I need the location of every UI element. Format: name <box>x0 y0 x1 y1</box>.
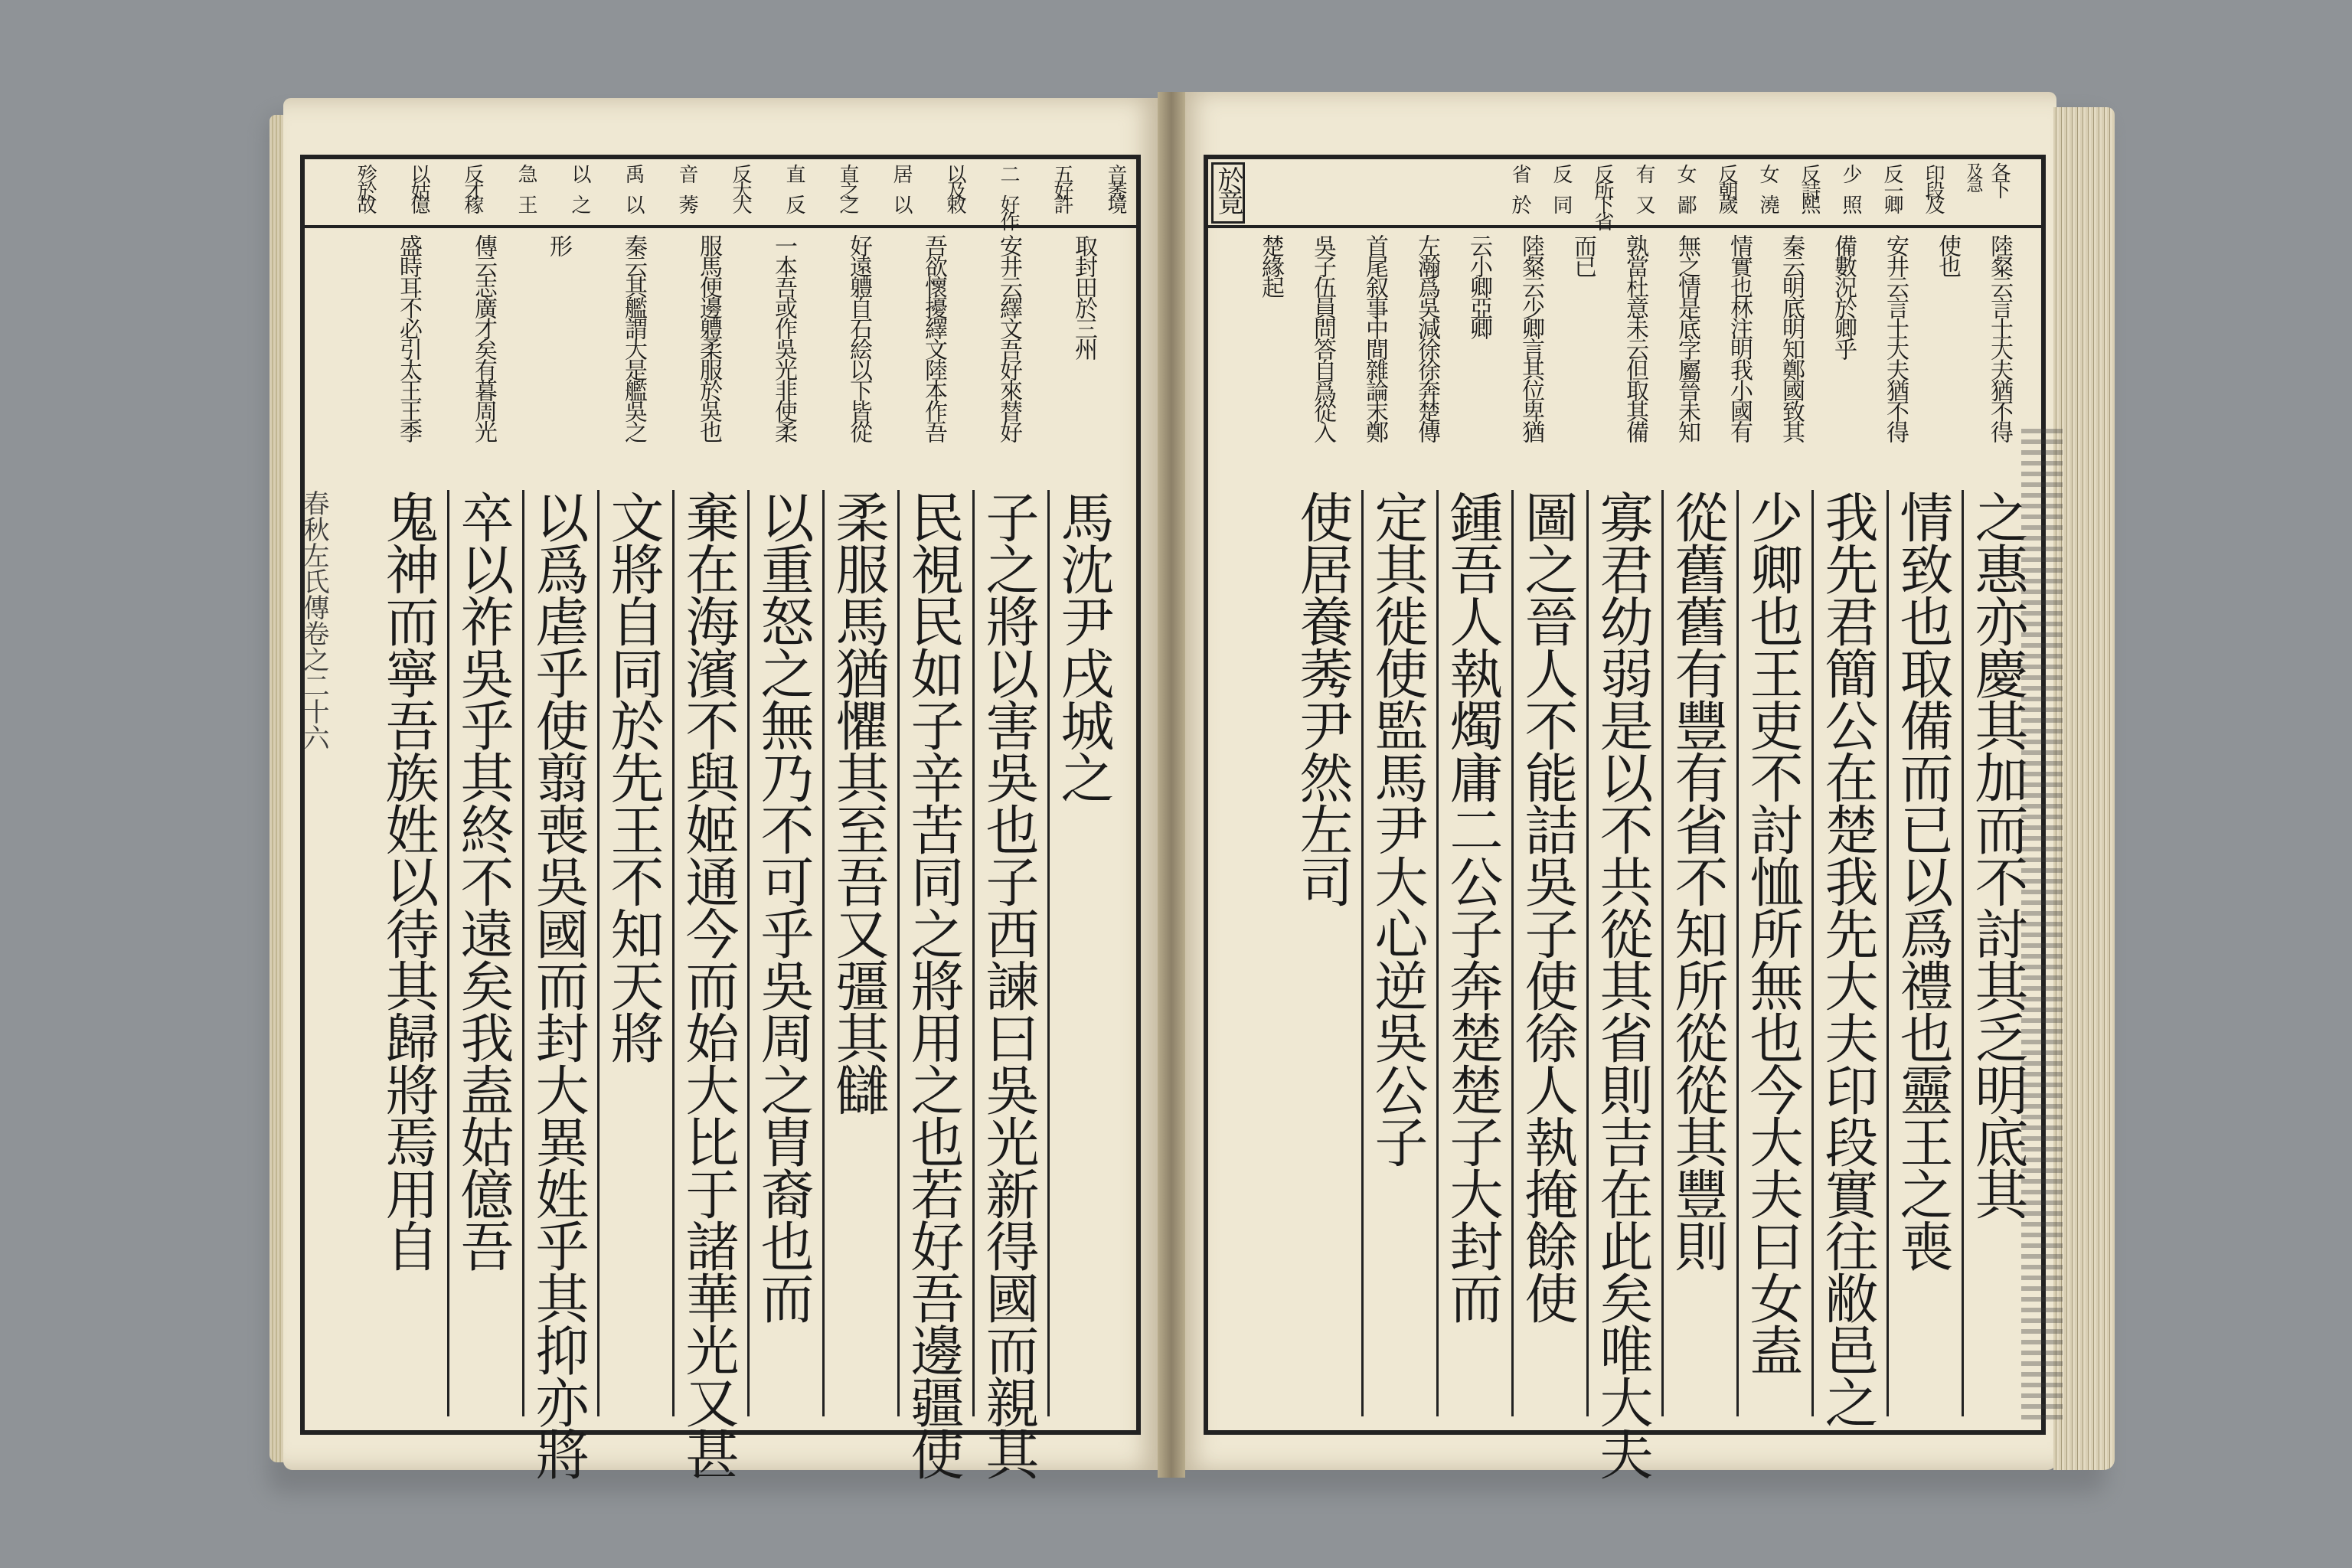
right-main-col-9: 使居養莠尹然左司 <box>1291 490 1354 906</box>
left-header-col-12: 反才 <box>461 164 484 198</box>
right-page-edges <box>2053 107 2115 1470</box>
right-main-col-rule-5 <box>1586 490 1589 1416</box>
left-header-col-9: 禹 <box>622 164 645 181</box>
left-main-col-rule-5 <box>672 490 675 1416</box>
left-header-sub-11: 王 <box>514 194 537 211</box>
right-header-sub-4: 澆 <box>1756 194 1779 211</box>
left-main-col-0: 馬沈尹戌城之 <box>1052 490 1115 802</box>
right-header-sub-3: 熙 <box>1798 194 1821 211</box>
right-header-col-2: 少 <box>1839 164 1862 181</box>
right-header-sub-7: 又 <box>1632 194 1655 211</box>
right-main-col-3: 少卿也王吏不討恤所無也今大夫曰女盍 <box>1741 490 1804 1375</box>
left-main-col-3: 柔服馬猶懼其至吾又彊其讎 <box>827 490 890 1115</box>
left-note-col-8: 傳云志廣才矣有暮周光 <box>470 234 497 441</box>
left-header-col-8: 音 <box>675 164 698 181</box>
left-header-sub-12: 稼 <box>461 194 484 211</box>
left-main-col-8: 卒以祚吳乎其終不遠矣我盍姑億吾 <box>452 490 514 1271</box>
left-header-col-11: 急 <box>514 164 537 181</box>
right-header-col-0: 印段 <box>1922 164 1945 198</box>
right-note-col-0: 陸粲云言士大夫猶不得 <box>1986 234 2013 441</box>
right-main-col-5: 寡君幼弱是以不共從其省則吉在此矣唯大夫 <box>1591 490 1654 1479</box>
left-main-col-rule-8 <box>447 490 449 1416</box>
left-main-col-4: 以重怒之無乃不可乎吳周之胄裔也而 <box>752 490 815 1323</box>
right-main-col-4: 從舊舊有豐有省不知所從從其豐則 <box>1666 490 1729 1271</box>
left-header-sub-7: 大 <box>729 194 752 211</box>
left-fold-title: 春秋左氏傳卷之二十六 <box>299 490 329 750</box>
right-note-col-7: 孰當杜意未云但取其備 <box>1622 234 1648 441</box>
left-main-col-rule-4 <box>747 490 750 1416</box>
left-main-col-5: 棄在海濱不與姬通今而始大比于諸華光又甚 <box>677 490 740 1479</box>
left-note-col-5: 服馬便邊軆柔服於吳也 <box>695 234 722 441</box>
left-header-sub-13: 億 <box>407 194 430 211</box>
book-gutter <box>1158 92 1185 1478</box>
right-note-col-4: 秦云明底明知鄭國致其 <box>1778 234 1805 441</box>
right-header-sub-8: 下省 <box>1591 194 1614 228</box>
right-main-col-rule-1 <box>1886 490 1889 1416</box>
left-main-col-7: 以爲虐乎使翦喪吳國而封大異姓乎其抑亦將 <box>527 490 590 1479</box>
right-header-sub-6: 鄙 <box>1674 194 1697 211</box>
left-main-col-rule-6 <box>597 490 599 1416</box>
right-header-sub-9: 同 <box>1550 194 1573 211</box>
top-right-box-label: 各下 <box>1988 162 2011 196</box>
right-note-col-5: 情實也林注明我小國有 <box>1726 234 1753 441</box>
right-note-col-14: 楚緣起 <box>1257 234 1284 296</box>
left-header-col-2: 二 <box>997 164 1020 181</box>
left-header-col-14: 殄於 <box>354 164 377 198</box>
right-header-col-3: 反詩 <box>1798 164 1821 198</box>
left-main-col-1: 子之將以害吳也子西諫曰吳光新得國而親其 <box>977 490 1040 1479</box>
left-header-sub-9: 以 <box>622 194 645 211</box>
right-main-col-0: 之惠亦慶其加而不討其乏明底其 <box>1966 490 2029 1219</box>
left-header-sub-2: 好作 <box>997 194 1020 228</box>
right-header-col-9: 反 <box>1550 164 1573 181</box>
right-header-sub-0: 及 <box>1922 194 1945 211</box>
left-header-col-0: 音莠 <box>1104 164 1127 198</box>
left-note-col-3: 好遠軆自石絵以下皆從 <box>845 234 872 441</box>
left-note-col-0: 取封田於三州 <box>1070 234 1097 358</box>
left-header-sub-1: 許 <box>1050 194 1073 211</box>
right-main-col-2: 我先君簡公在楚我先大夫印段實往敝邑之 <box>1816 490 1879 1427</box>
left-header-col-10: 以 <box>568 164 591 181</box>
right-note-col-1: 使也 <box>1934 234 1961 276</box>
right-header-sub-5: 歲 <box>1715 194 1738 211</box>
right-main-col-rule-0 <box>1962 490 1964 1416</box>
left-header-sub-0: 境 <box>1104 194 1127 211</box>
left-main-col-2: 民視民如子辛苦同之將用之也若好吾邊疆使 <box>902 490 965 1479</box>
right-note-col-12: 首尾叙事中間雜論末鄭 <box>1361 234 1388 441</box>
left-main-col-rule-1 <box>972 490 975 1416</box>
right-header-col-8: 反所 <box>1591 164 1614 198</box>
right-main-col-rule-8 <box>1361 490 1364 1416</box>
left-header-sub-4: 以 <box>890 194 913 211</box>
left-note-col-6: 秦云其艦謂大是艦吳之 <box>620 234 647 441</box>
left-note-col-9: 盛時耳不必引太王王季 <box>395 234 422 441</box>
left-header-sub-5: 之 <box>836 194 859 211</box>
right-header-sub-1: 卿 <box>1880 194 1903 211</box>
right-main-col-1: 情致也取備而已以爲禮也靈王之喪 <box>1891 490 1954 1271</box>
right-header-col-1: 反一 <box>1880 164 1903 198</box>
corner-box-label: 於竟 <box>1211 162 1245 224</box>
left-header-sub-6: 反 <box>782 194 805 211</box>
left-header-sub-8: 莠 <box>675 194 698 211</box>
right-note-col-10: 云小卿亞卿 <box>1465 234 1492 338</box>
left-main-col-rule-0 <box>1047 490 1050 1416</box>
right-fold-strip <box>2021 429 2063 1424</box>
right-note-col-2: 安井云言士大夫猶不得 <box>1882 234 1909 441</box>
left-main-col-rule-3 <box>822 490 825 1416</box>
right-note-col-3: 備數況於卿乎 <box>1830 234 1857 358</box>
right-header-band <box>1204 155 2041 228</box>
right-main-col-rule-6 <box>1511 490 1514 1416</box>
right-main-col-rule-3 <box>1736 490 1739 1416</box>
right-header-col-7: 有 <box>1632 164 1655 181</box>
left-note-col-7: 形 <box>545 234 572 255</box>
left-header-col-3: 以及 <box>943 164 966 198</box>
right-header-col-5: 反朝 <box>1715 164 1738 198</box>
right-note-col-9: 陸粲云少卿言其位卑猶 <box>1517 234 1544 441</box>
right-main-col-rule-2 <box>1811 490 1814 1416</box>
left-header-sub-10: 之 <box>568 194 591 211</box>
right-main-col-8: 定其徙使監馬尹大心逆吳公子 <box>1366 490 1429 1167</box>
left-main-col-rule-7 <box>522 490 524 1416</box>
left-header-col-4: 居 <box>890 164 913 181</box>
right-main-col-7: 鍾吾人執燭庸二公子奔楚楚子大封而 <box>1441 490 1504 1323</box>
left-note-col-2: 吾欲懷擾繹文陸本作吾 <box>920 234 947 441</box>
right-note-col-13: 吳子伍員問答自爲從入 <box>1309 234 1336 441</box>
left-main-col-9: 鬼神而寧吾族姓以待其歸將焉用自 <box>377 490 439 1271</box>
right-note-col-6: 無之情是底字屬晉未知 <box>1674 234 1700 441</box>
top-right-box-sub: 及急 <box>1964 162 1983 190</box>
right-main-col-rule-4 <box>1661 490 1664 1416</box>
left-main-col-rule-2 <box>897 490 900 1416</box>
right-header-col-6: 女 <box>1674 164 1697 181</box>
right-main-col-rule-7 <box>1436 490 1439 1416</box>
left-header-sub-14: 故 <box>354 194 377 211</box>
right-main-col-6: 圖之晉人不能詰吳子使徐人執掩餘使 <box>1516 490 1579 1323</box>
left-header-col-7: 反大 <box>729 164 752 198</box>
right-note-col-11: 左瀚爲吳減徐徐奔楚傳 <box>1413 234 1440 441</box>
left-header-col-6: 直 <box>782 164 805 181</box>
right-header-col-4: 女 <box>1756 164 1779 181</box>
left-header-col-1: 五好 <box>1050 164 1073 198</box>
right-header-sub-10: 於 <box>1508 194 1531 211</box>
left-header-sub-3: 敕 <box>943 194 966 211</box>
left-note-col-1: 安井云繹文吾好來替好 <box>995 234 1022 441</box>
left-main-col-6: 文將自同於先王不知天將 <box>602 490 665 1063</box>
left-note-col-4: 一本吾或作吳光非使柔 <box>770 234 797 441</box>
right-header-col-10: 省 <box>1508 164 1531 181</box>
left-header-col-13: 以姑 <box>407 164 430 198</box>
left-header-col-5: 直之 <box>836 164 859 198</box>
right-note-col-8: 而已 <box>1570 234 1596 276</box>
right-header-sub-2: 照 <box>1839 194 1862 211</box>
